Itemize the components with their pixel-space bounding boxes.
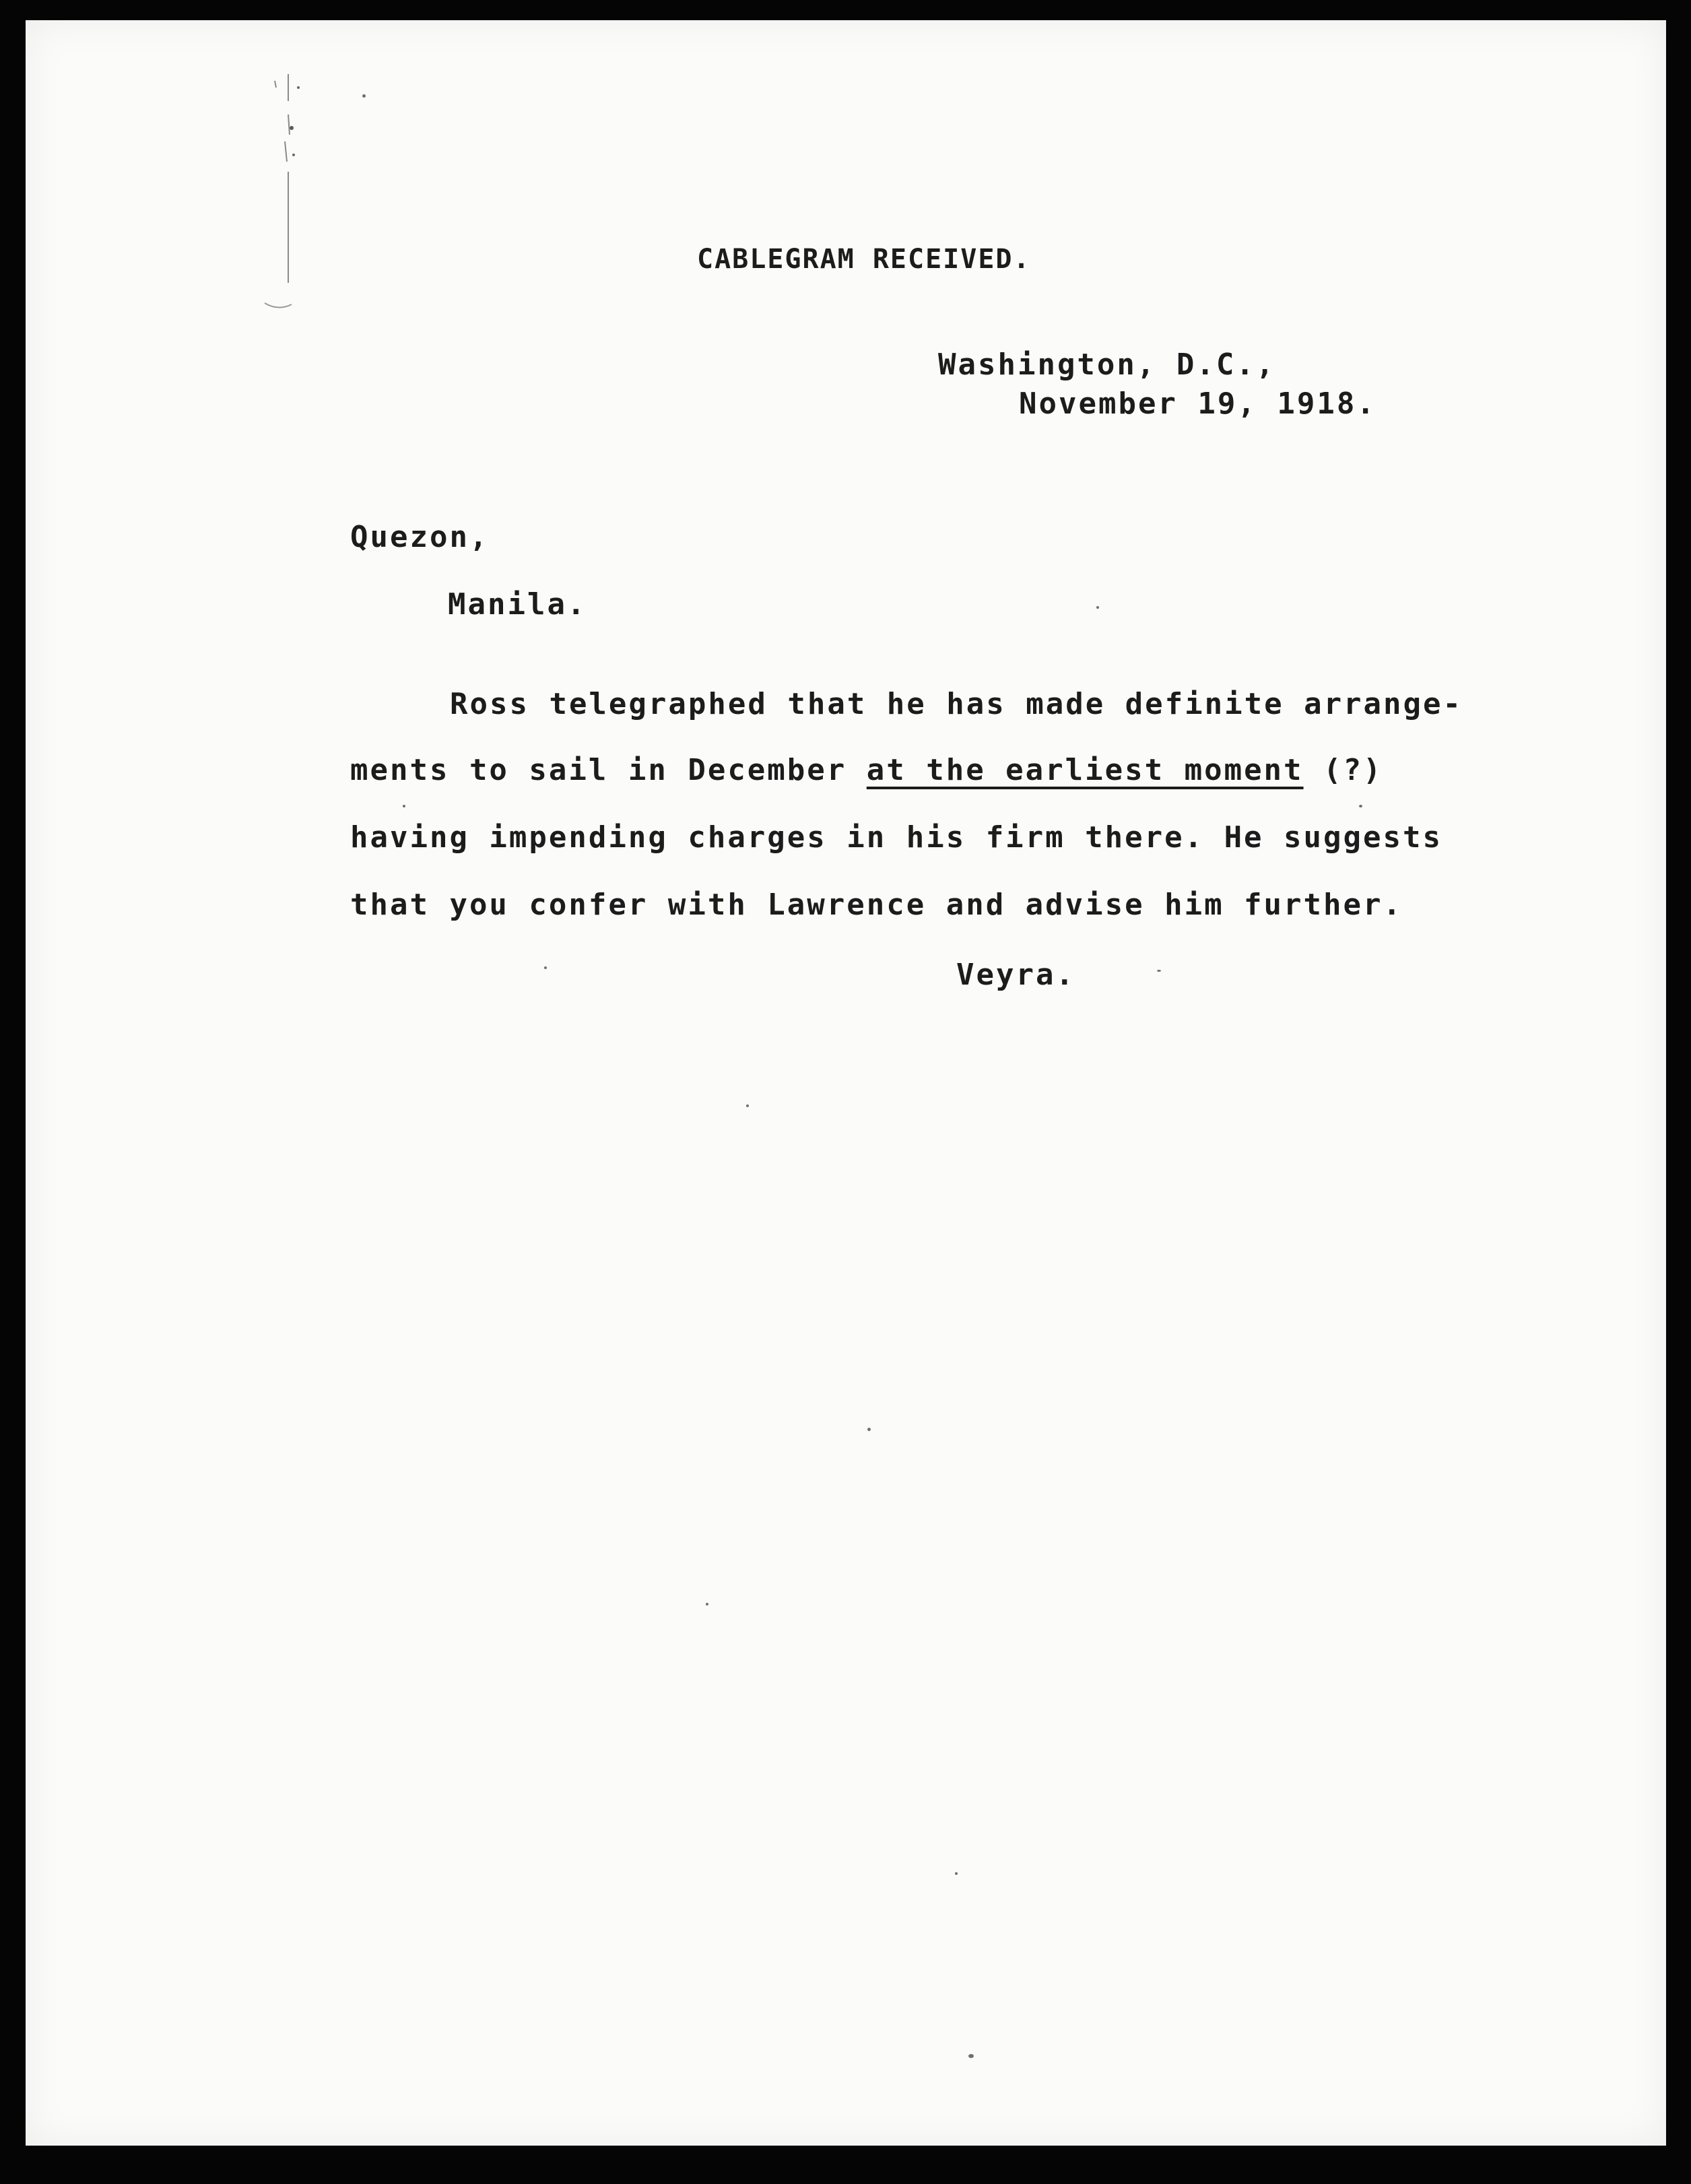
scan-speck xyxy=(1157,970,1161,972)
document-heading: CABLEGRAM RECEIVED. xyxy=(697,244,1031,275)
scan-speck xyxy=(867,1428,871,1431)
underlined-phrase: at the earliest moment xyxy=(866,753,1304,787)
body-line-2-start: ments to sail in December xyxy=(350,753,867,787)
document-date: November 19, 1918. xyxy=(1019,387,1377,421)
document-page xyxy=(26,20,1666,2146)
scan-speck xyxy=(1359,805,1362,807)
body-line-4: that you confer with Lawrence and advise him further. xyxy=(350,888,1403,922)
margin-pencil-mark xyxy=(261,61,322,317)
sender-location: Washington, D.C., xyxy=(938,348,1276,382)
addressee-city: Manila. xyxy=(448,587,587,622)
body-line-2 xyxy=(350,753,1383,787)
body-line-3: having impending charges in his firm there. He suggests xyxy=(350,820,1443,855)
scan-speck xyxy=(955,1872,958,1875)
scan-speck xyxy=(362,94,366,98)
scan-speck xyxy=(706,1603,708,1606)
scan-speck xyxy=(403,805,405,807)
scan-speck xyxy=(968,2054,974,2058)
scan-speck xyxy=(1096,606,1099,609)
addressee-name: Quezon, xyxy=(350,520,490,554)
signature: Veyra. xyxy=(956,958,1075,992)
scan-speck xyxy=(746,1104,749,1107)
body-line-1: Ross telegraphed that he has made definite arrange- xyxy=(450,687,1463,721)
scan-speck xyxy=(544,966,547,969)
body-line-2-end: (?) xyxy=(1303,753,1383,787)
